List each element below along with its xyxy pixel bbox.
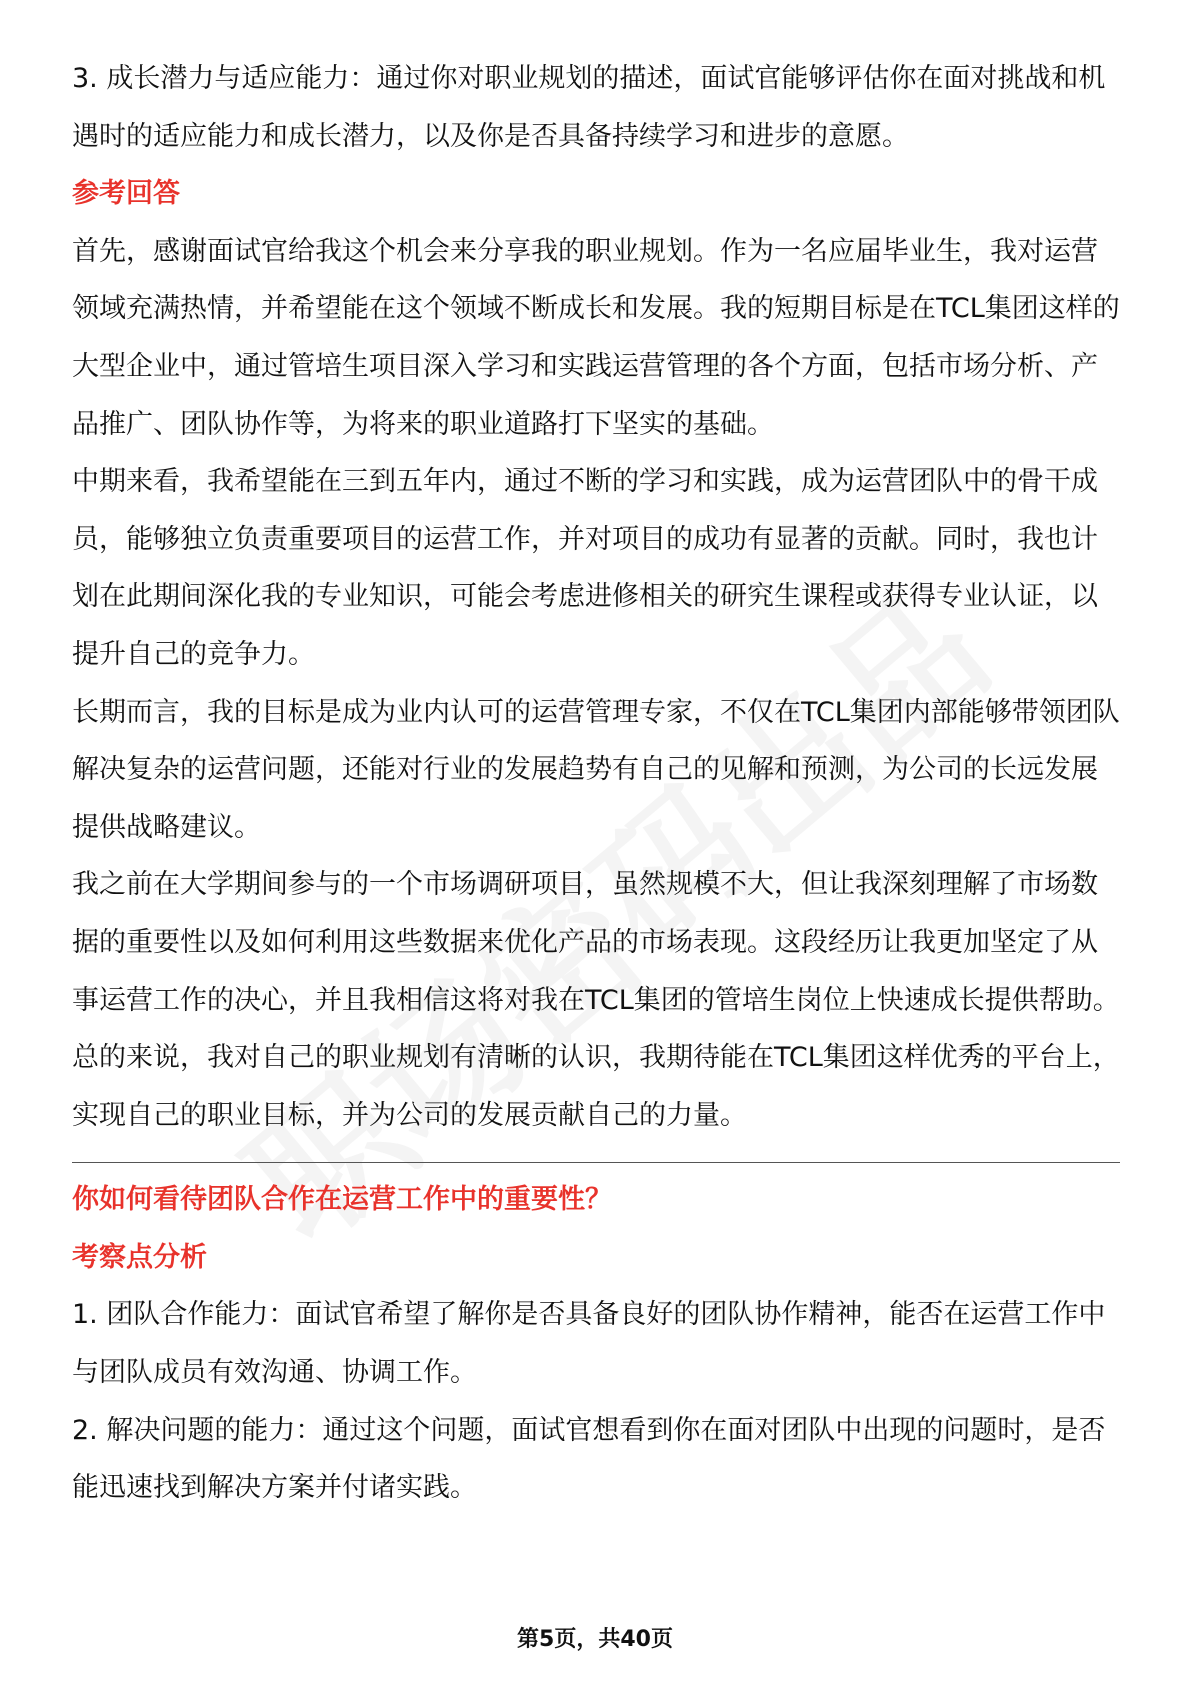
section-heading: 参考回答 <box>72 178 180 210</box>
section-heading: 你如何看待团队合作在运营工作中的重要性？ <box>72 1184 612 1216</box>
paragraph: 中期来看，我希望能在三到五年内，通过不断的学习和实践，成为运营团队中的骨干成员，能够独立负责重要项目的运营工作，并对项目的成功有显著的贡献。同时，我也计划在此期间深化我的专业知识，可能会考虑进修相关的研究生课程或获得专业认证，以提升自己的竞争力。 <box>72 466 1098 670</box>
paragraph: 我之前在大学期间参与的一个市场调研项目，虽然规模不大，但让我深刻理解了市场数据的重要性以及如何利用这些数据来优化产品的市场表现。这段经历让我更加坚定了从事运营工作的决心，并且我相信这将对我在TCL集团的管培生岗位上快速成长提供帮助。 <box>72 869 1120 1016</box>
document-body <box>72 50 1120 1517</box>
paragraph: 2. 解决问题的能力：通过这个问题，面试官想看到你在面对团队中出现的问题时，是否能迅速找到解决方案并付诸实践。 <box>72 1414 1106 1504</box>
section-divider <box>72 1162 1120 1163</box>
section-heading: 考察点分析 <box>72 1241 207 1273</box>
paragraph: 总的来说，我对自己的职业规划有清晰的认识，我期待能在TCL集团这样优秀的平台上，实现自己的职业目标，并为公司的发展贡献自己的力量。 <box>72 1042 1120 1131</box>
paragraph: 1. 团队合作能力：面试官希望了解你是否具备良好的团队协作精神，能否在运营工作中与团队成员有效沟通、协调工作。 <box>72 1299 1106 1389</box>
page-number: 第5页，共40页 <box>517 1627 673 1652</box>
paragraph: 3. 成长潜力与适应能力：通过你对职业规划的描述，面试官能够评估你在面对挑战和机遇时的适应能力和成长潜力，以及你是否具备持续学习和进步的意愿。 <box>72 63 1106 152</box>
paragraph: 首先，感谢面试官给我这个机会来分享我的职业规划。作为一名应届毕业生，我对运营领域充满热情，并希望能在这个领域不断成长和发展。我的短期目标是在TCL集团这样的大型企业中，通过管培生项目深入学习和实践运营管理的各个方面，包括市场分析、产品推广、团队协作等，为将来的职业道路打下坚实的基础。 <box>72 235 1120 440</box>
paragraph: 长期而言，我的目标是成为业内认可的运营管理专家，不仅在TCL集团内部能够带领团队解决复杂的运营问题，还能对行业的发展趋势有自己的见解和预测，为公司的长远发展提供战略建议。 <box>72 696 1120 843</box>
